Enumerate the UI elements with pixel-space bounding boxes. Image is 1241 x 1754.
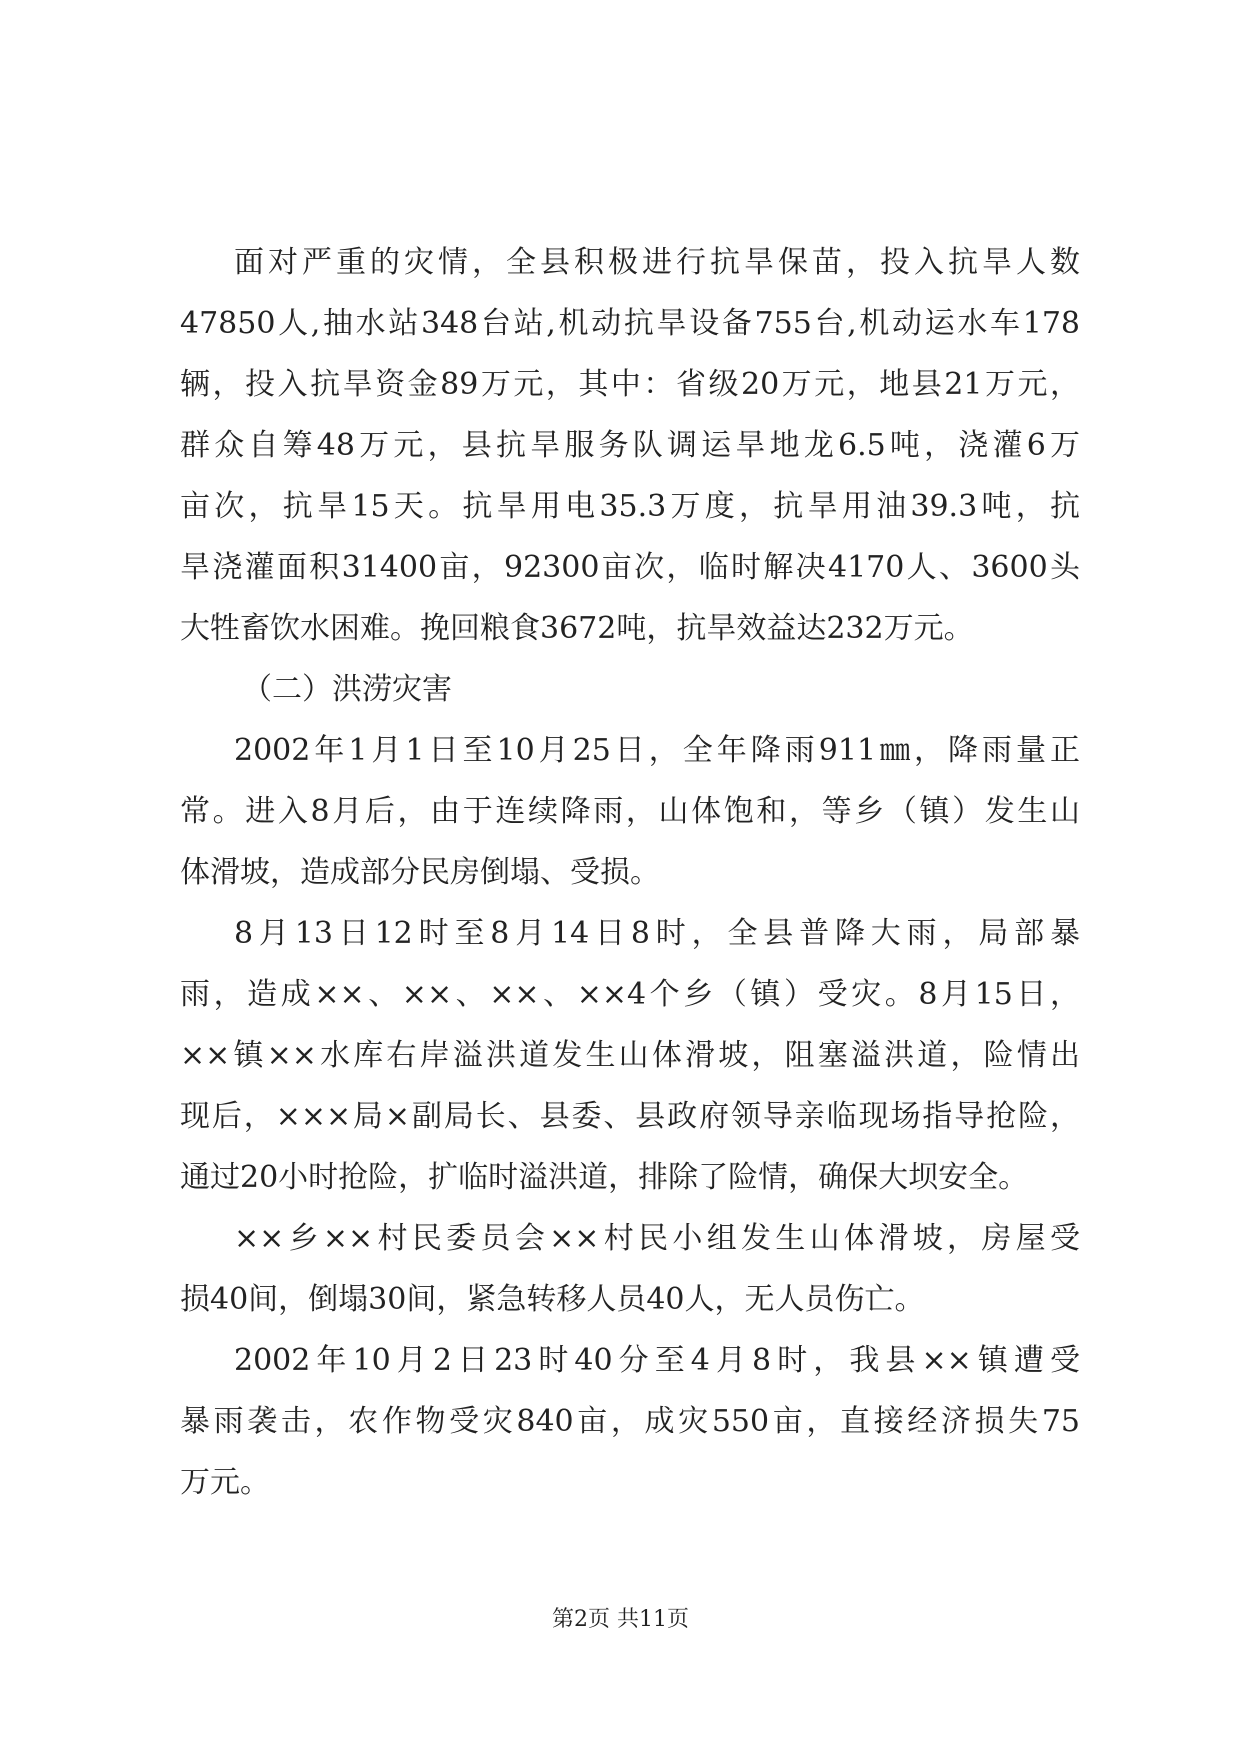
paragraph-drought-relief [180, 232, 1080, 659]
text-line: 8月13日12时至8月14日8时，全县普降大雨，局部暴 [234, 916, 1080, 951]
text-line: 现后，×××局×副局长、县委、县政府领导亲临现场指导抢险， [180, 1099, 1080, 1134]
text-line: 雨，造成××、××、××、××4个乡（镇）受灾。8月15日， [180, 977, 1080, 1012]
text-line: 万元。 [180, 1465, 270, 1500]
text-line: 群众自筹48万元，县抗旱服务队调运旱地龙6.5吨，浇灌6万 [180, 428, 1080, 463]
text-line: ××乡××村民委员会××村民小组发生山体滑坡，房屋受 [234, 1221, 1080, 1256]
paragraph-landslide [180, 1208, 1080, 1330]
text-line: 47850人,抽水站348台站,机动抗旱设备755台,机动运水车178 [180, 306, 1080, 341]
text-line: 旱浇灌面积31400亩，92300亩次，临时解决4170人、3600头 [180, 550, 1080, 585]
text-line: 2002年1月1日至10月25日，全年降雨911㎜，降雨量正 [234, 733, 1080, 768]
page-number: 第2页 共11页 [552, 1607, 689, 1632]
text-line: 常。进入8月后，由于连续降雨，山体饱和，等乡（镇）发生山 [180, 794, 1080, 829]
paragraph-october-rainstorm [180, 1330, 1080, 1513]
paragraph-august-storm [180, 903, 1080, 1208]
text-line: 通过20小时抢险，扩临时溢洪道，排除了险情，确保大坝安全。 [180, 1160, 1029, 1195]
section-heading: （二）洪涝灾害 [242, 672, 452, 707]
text-line: ××镇××水库右岸溢洪道发生山体滑坡，阻塞溢洪道，险情出 [180, 1038, 1080, 1073]
text-line: 辆，投入抗旱资金89万元，其中：省级20万元，地县21万元， [180, 367, 1080, 402]
text-line: 2002年10月2日23时40分至4月8时，我县××镇遭受 [234, 1343, 1080, 1378]
text-line: 亩次，抗旱15天。抗旱用电35.3万度，抗旱用油39.3吨，抗 [180, 489, 1080, 524]
document-body [180, 232, 1080, 1513]
text-line: 暴雨袭击，农作物受灾840亩，成灾550亩，直接经济损失75 [180, 1404, 1080, 1439]
text-line: 大牲畜饮水困难。挽回粮食3672吨，抗旱效益达232万元。 [180, 611, 974, 646]
paragraph-rainfall [180, 720, 1080, 903]
text-line: 面对严重的灾情，全县积极进行抗旱保苗，投入抗旱人数 [234, 245, 1080, 280]
text-line: 损40间，倒塌30间，紧急转移人员40人，无人员伤亡。 [180, 1282, 925, 1317]
text-line: 体滑坡，造成部分民房倒塌、受损。 [180, 855, 660, 890]
